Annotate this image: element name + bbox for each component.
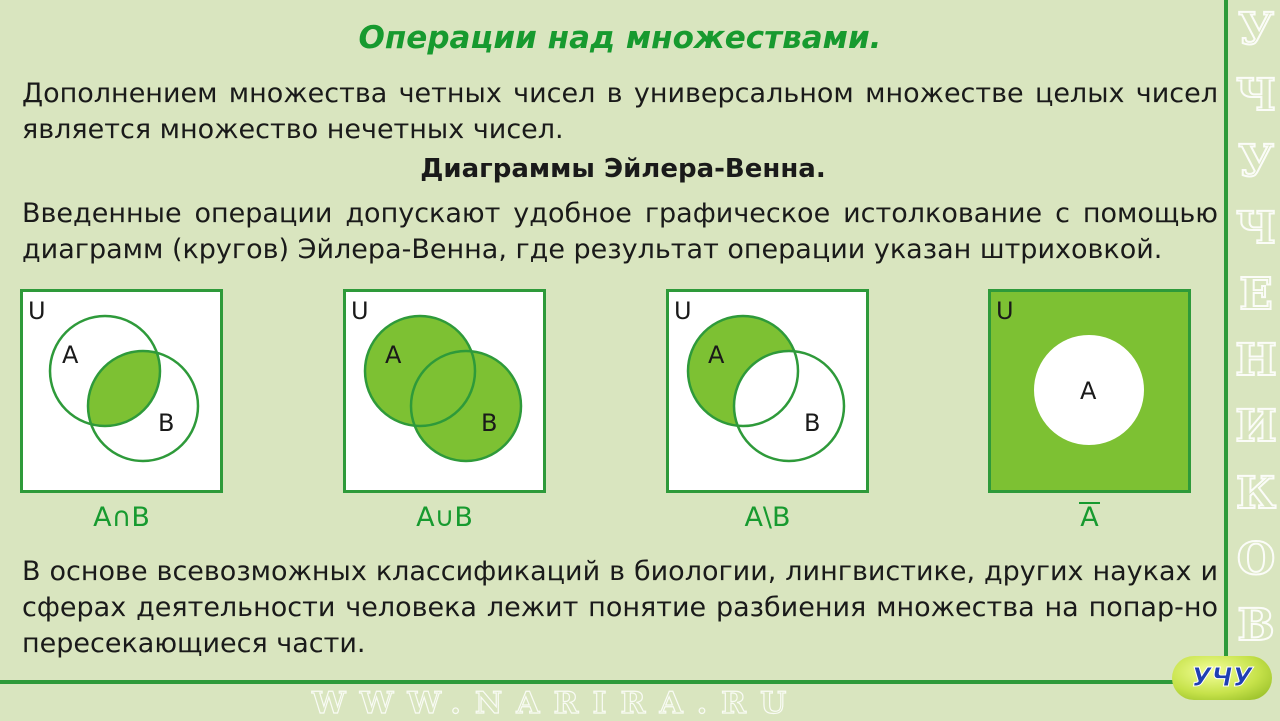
side-letter: У [1238,4,1274,55]
set-a-label: A [1080,377,1097,405]
set-a-label: A [708,341,725,369]
uchu-logo: УЧУ [1172,656,1272,700]
universe-label: U [28,297,46,325]
complement-symbol: A [1080,502,1099,533]
universe-label: U [996,297,1014,325]
set-a-label: A [385,341,402,369]
section-subtitle: Диаграммы Эйлера-Венна. [420,154,826,184]
right-divider-line [1224,0,1228,690]
side-letter: Е [1239,268,1273,320]
side-letter: Ч [1235,70,1277,122]
side-letter: И [1235,401,1277,453]
paragraph-complement-example: Дополнением множества четных чисел в универсальном множестве целых чисел является множество нечетных чисел. [22,78,1218,145]
venn-diagram-union [343,289,546,493]
universe-label: U [351,297,369,325]
caption-difference: A\B [744,502,791,533]
venn-diagram-difference [666,289,869,493]
side-letter: Н [1235,335,1277,387]
caption-intersection: A∩B [93,502,150,533]
side-letter: О [1236,533,1276,585]
venn-diagram-complement [988,289,1191,493]
paragraph-partition: В основе всевозможных классификаций в биологии, лингвистике, других науках и сферах деятельности человека лежит понятие разбиения множества на попар-но пересекающиеся части. [22,556,1218,659]
side-letter: В [1237,599,1275,651]
set-a-label: A [62,341,79,369]
universe-label: U [674,297,692,325]
slide-title: Операции над множествами. [358,20,882,56]
venn-diagram-intersection [20,289,223,493]
side-watermark-letters [1234,4,1278,651]
side-letter: К [1235,467,1277,519]
set-b-label: B [804,409,821,437]
caption-union: A∪B [416,502,473,533]
bottom-divider-line [0,680,1228,684]
caption-complement [988,502,1191,533]
paragraph-venn-intro: Введенные операции допускают удобное графическое истолкование с помощью диаграмм (кругов) Эйлера-Венна, где результат операции указан штриховкой. [22,198,1218,265]
set-b-label: B [158,409,175,437]
set-b-label: B [481,409,498,437]
side-letter: У [1238,136,1274,188]
site-watermark: WWW.NARIRA.RU [312,686,801,721]
side-letter: Ч [1235,202,1277,254]
